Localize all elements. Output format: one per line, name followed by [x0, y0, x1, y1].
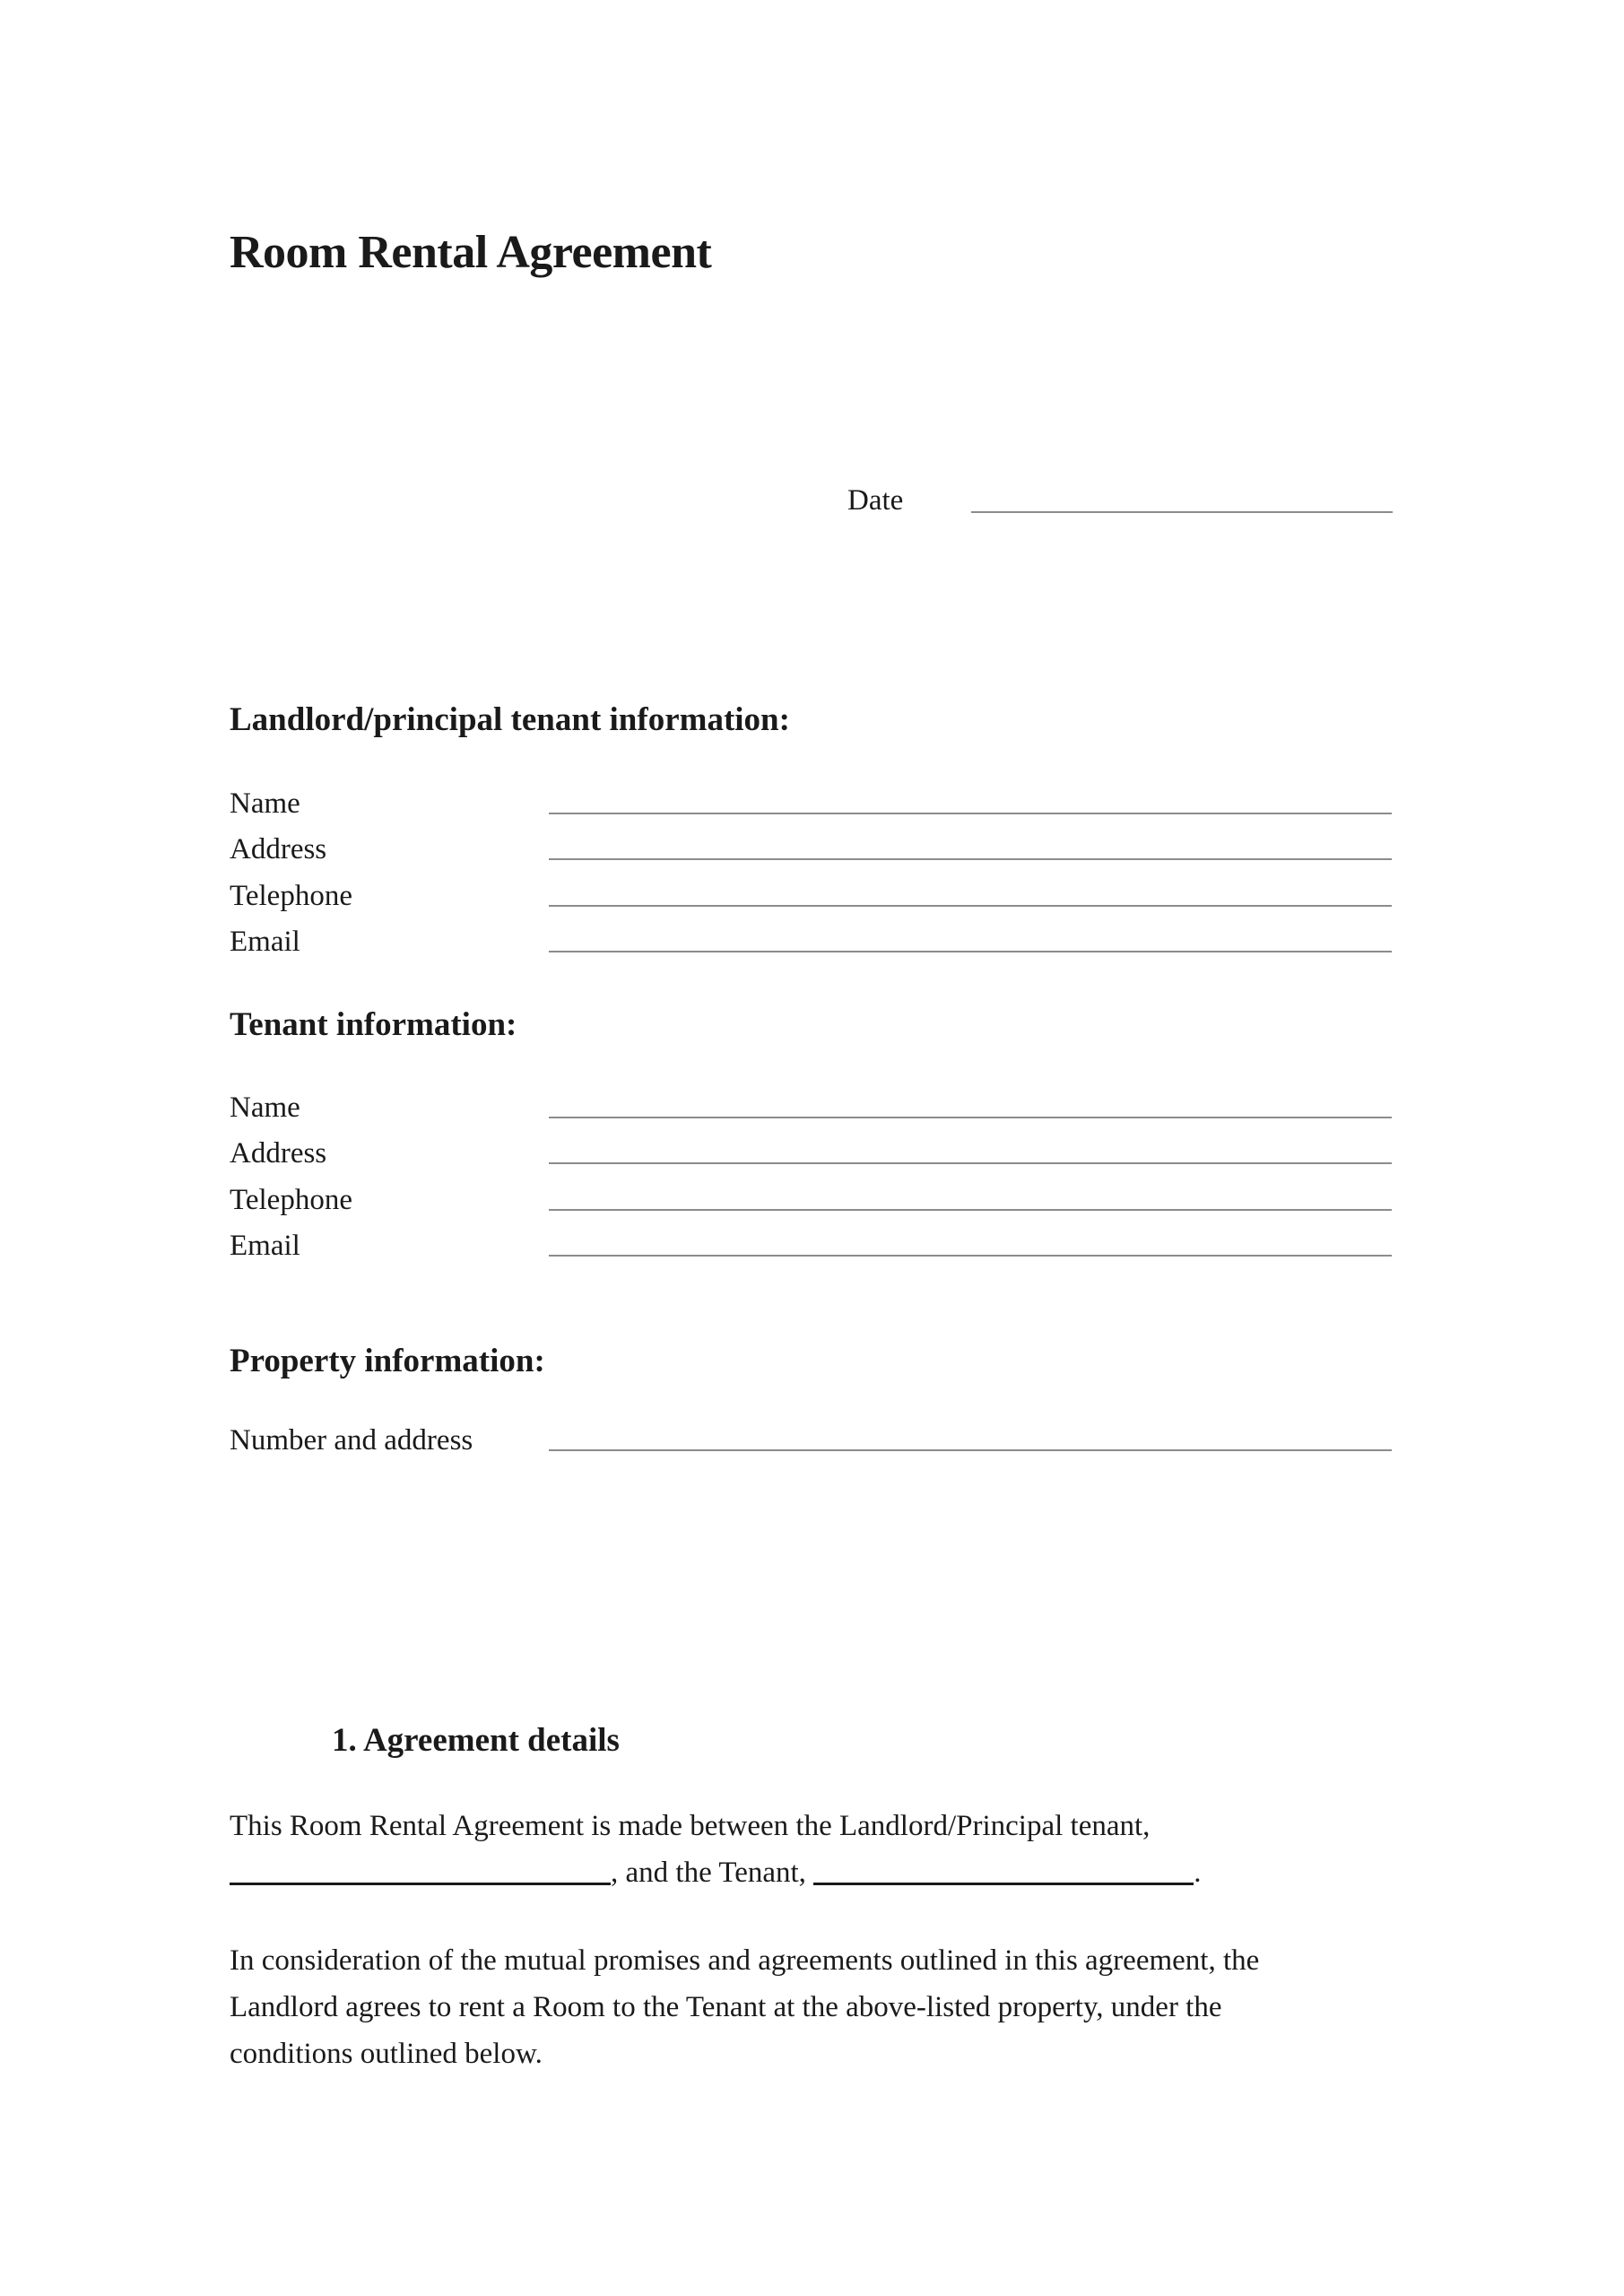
tenant-email-label: Email — [230, 1230, 300, 1262]
agreement-intro-line2 — [230, 1849, 1201, 1896]
landlord-telephone-label: Telephone — [230, 880, 352, 912]
consideration-paragraph-line1: In consideration of the mutual promises and agreements outlined in this agreement, the — [230, 1944, 1260, 1977]
tenant-address-line[interactable] — [549, 1162, 1392, 1164]
tenant-name-blank[interactable] — [813, 1883, 1194, 1885]
consideration-paragraph-line2: Landlord agrees to rent a Room to the Tenant at the above-listed property, under the — [230, 1991, 1222, 2023]
consideration-paragraph — [230, 1937, 1259, 2077]
property-number-address-label: Number and address — [230, 1424, 473, 1457]
landlord-name-blank[interactable] — [230, 1883, 611, 1885]
document-title: Room Rental Agreement — [230, 227, 712, 278]
landlord-name-line[interactable] — [549, 813, 1392, 814]
tenant-name-line[interactable] — [549, 1117, 1392, 1118]
date-label: Date — [847, 484, 904, 517]
date-blank-line[interactable] — [971, 511, 1393, 513]
agreement-intro-line1: This Room Rental Agreement is made between the Landlord/Principal tenant, — [230, 1810, 1151, 1842]
landlord-section-heading: Landlord/principal tenant information: — [230, 701, 790, 738]
landlord-email-label: Email — [230, 926, 300, 958]
landlord-telephone-line[interactable] — [549, 905, 1392, 907]
property-number-address-line[interactable] — [549, 1449, 1392, 1451]
property-section-heading: Property information: — [230, 1343, 545, 1379]
tenant-address-label: Address — [230, 1137, 327, 1170]
consideration-paragraph-line3: conditions outlined below. — [230, 2038, 543, 2070]
landlord-address-line[interactable] — [549, 858, 1392, 860]
agreement-details-heading: 1. Agreement details — [332, 1722, 620, 1759]
tenant-email-line[interactable] — [549, 1255, 1392, 1257]
tenant-telephone-label: Telephone — [230, 1184, 352, 1216]
agreement-intro-paragraph — [230, 1803, 1201, 1896]
and-the-tenant-text: , and the Tenant, — [611, 1857, 814, 1889]
landlord-address-label: Address — [230, 833, 327, 865]
tenant-section-heading: Tenant information: — [230, 1006, 517, 1043]
tenant-name-label: Name — [230, 1091, 300, 1124]
sentence-period: . — [1194, 1857, 1202, 1889]
landlord-email-line[interactable] — [549, 951, 1392, 952]
landlord-name-label: Name — [230, 787, 300, 820]
tenant-telephone-line[interactable] — [549, 1209, 1392, 1211]
